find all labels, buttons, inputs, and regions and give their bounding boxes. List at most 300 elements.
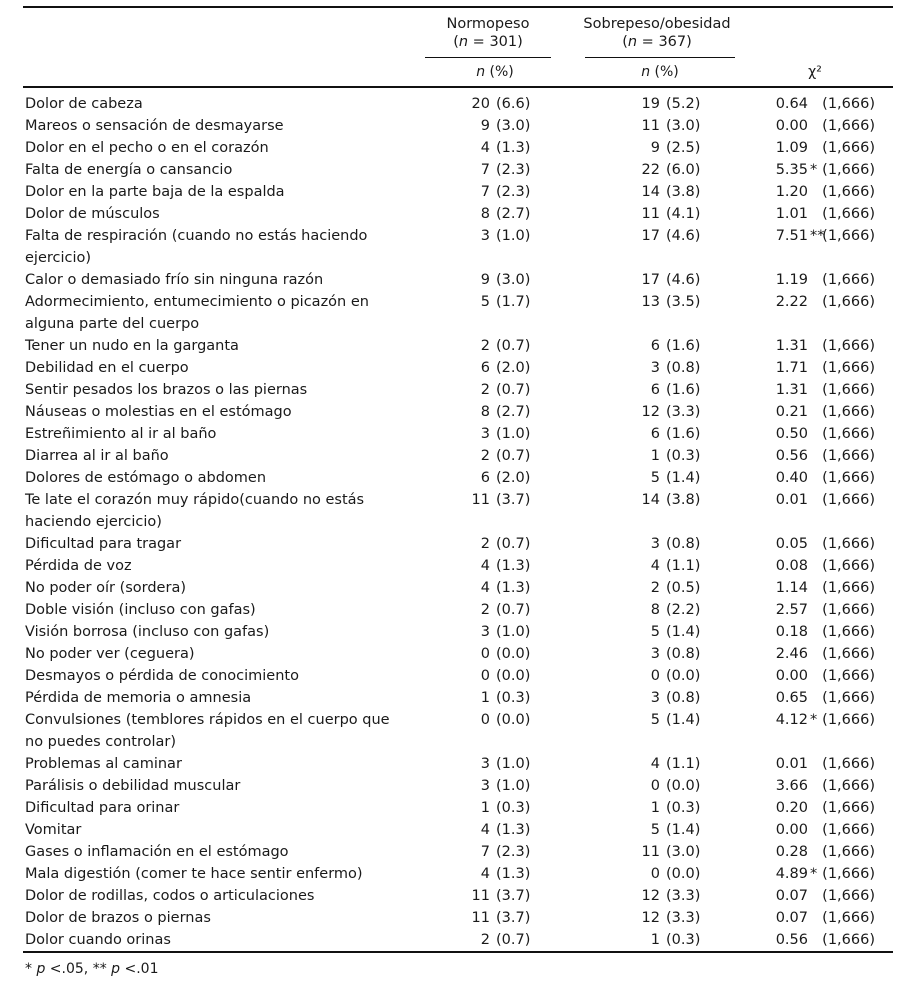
cell-pa: (1.3) <box>496 866 531 882</box>
cell-chi: 0.65 <box>775 690 808 706</box>
cell-na: 11 <box>471 910 490 926</box>
cell-chi: 0.18 <box>775 624 808 640</box>
cell-df: (1,666) <box>822 470 875 486</box>
cell-df: (1,666) <box>822 910 875 926</box>
footnote-star: * <box>25 961 37 977</box>
cell-na: 6 <box>480 360 490 376</box>
table-row <box>0 555 921 577</box>
symptom-label: Estreñimiento al ir al baño <box>25 426 217 442</box>
cell-pb: (1.6) <box>666 338 701 354</box>
cell-chi: 0.00 <box>775 822 808 838</box>
cell-chi: 5.35 <box>775 162 808 178</box>
cell-pa: (1.0) <box>496 228 531 244</box>
cell-na: 4 <box>480 140 490 156</box>
cell-nb: 14 <box>641 184 660 200</box>
cell-pb: (6.0) <box>666 162 701 178</box>
symptom-label: Diarrea al ir al baño <box>25 448 169 464</box>
cell-na: 3 <box>480 426 490 442</box>
table-row <box>0 533 921 555</box>
header-normopeso-name: Normopeso <box>446 16 530 32</box>
cell-star: ** <box>810 228 825 244</box>
cell-pb: (0.0) <box>666 668 701 684</box>
cell-pa: (6.6) <box>496 96 531 112</box>
symptom-label: Pérdida de voz <box>25 558 132 574</box>
cell-pb: (1.4) <box>666 624 701 640</box>
cell-chi: 4.12 <box>775 712 808 728</box>
cell-na: 8 <box>480 206 490 222</box>
cell-df: (1,666) <box>822 426 875 442</box>
cell-pb: (0.8) <box>666 536 701 552</box>
cell-nb: 3 <box>650 360 660 376</box>
cell-nb: 6 <box>650 426 660 442</box>
cell-nb: 5 <box>650 712 660 728</box>
cell-pb: (3.8) <box>666 492 701 508</box>
cell-pb: (5.2) <box>666 96 701 112</box>
cell-df: (1,666) <box>822 228 875 244</box>
cell-df: (1,666) <box>822 294 875 310</box>
table-row <box>0 225 921 269</box>
cell-chi: 1.20 <box>775 184 808 200</box>
cell-pa: (0.7) <box>496 932 531 948</box>
cell-nb: 1 <box>650 448 660 464</box>
cell-df: (1,666) <box>822 338 875 354</box>
cell-pb: (1.4) <box>666 822 701 838</box>
cell-chi: 7.51 <box>775 228 808 244</box>
cell-pa: (2.0) <box>496 470 531 486</box>
table-row <box>0 181 921 203</box>
header-rule <box>23 86 893 88</box>
symptom-label: Falta de energía o cansancio <box>25 162 233 178</box>
symptom-label: Problemas al caminar <box>25 756 182 772</box>
cell-df: (1,666) <box>822 866 875 882</box>
cell-na: 9 <box>480 118 490 134</box>
cell-nb: 4 <box>650 558 660 574</box>
cell-df: (1,666) <box>822 360 875 376</box>
cell-df: (1,666) <box>822 382 875 398</box>
pct-label: (%) <box>650 64 679 80</box>
symptom-label: Sentir pesados los brazos o las piernas <box>25 382 308 398</box>
paren: ( <box>453 34 459 50</box>
cell-pa: (0.7) <box>496 382 531 398</box>
symptom-label: Mala digestión (comer te hace sentir enfermo) <box>25 866 363 882</box>
cell-nb: 14 <box>641 492 660 508</box>
header-sobrepeso-n <box>572 33 742 51</box>
cell-pb: (1.6) <box>666 382 701 398</box>
table-row <box>0 335 921 357</box>
table-row <box>0 445 921 467</box>
symptom-label: No poder oír (sordera) <box>25 580 186 596</box>
cell-pa: (2.7) <box>496 206 531 222</box>
footnote-text: <.05, ** <box>45 961 112 977</box>
symptom-label: Dificultad para orinar <box>25 800 180 816</box>
cell-chi: 2.22 <box>775 294 808 310</box>
cell-chi: 1.19 <box>775 272 808 288</box>
footnote-p: p <box>36 961 46 977</box>
cell-df: (1,666) <box>822 96 875 112</box>
footnote-p: p <box>111 961 121 977</box>
cell-nb: 11 <box>641 844 660 860</box>
cell-chi: 1.31 <box>775 382 808 398</box>
cell-df: (1,666) <box>822 646 875 662</box>
cell-pa: (3.7) <box>496 492 531 508</box>
cell-nb: 5 <box>650 470 660 486</box>
table-row <box>0 379 921 401</box>
symptom-label: Te late el corazón muy rápido(cuando no estás haciendo ejercicio) <box>25 492 365 530</box>
symptom-label: Visión borrosa (incluso con gafas) <box>25 624 270 640</box>
cell-nb: 8 <box>650 602 660 618</box>
cell-na: 1 <box>480 800 490 816</box>
symptom-label: Doble visión (incluso con gafas) <box>25 602 256 618</box>
symptom-label: Dolor en el pecho o en el corazón <box>25 140 269 156</box>
cell-na: 3 <box>480 624 490 640</box>
footnote <box>25 961 158 977</box>
cell-chi: 0.05 <box>775 536 808 552</box>
symptom-label: Pérdida de memoria o amnesia <box>25 690 252 706</box>
cell-pa: (0.0) <box>496 712 531 728</box>
cell-pa: (0.3) <box>496 800 531 816</box>
cell-na: 2 <box>480 536 490 552</box>
cell-chi: 4.89 <box>775 866 808 882</box>
cell-pb: (0.0) <box>666 866 701 882</box>
cell-pb: (0.8) <box>666 360 701 376</box>
header-sobrepeso-underline <box>585 57 735 58</box>
cell-df: (1,666) <box>822 118 875 134</box>
cell-df: (1,666) <box>822 206 875 222</box>
table-row <box>0 203 921 225</box>
cell-chi: 0.01 <box>775 492 808 508</box>
cell-nb: 19 <box>641 96 660 112</box>
cell-pb: (3.3) <box>666 888 701 904</box>
cell-df: (1,666) <box>822 668 875 684</box>
cell-df: (1,666) <box>822 140 875 156</box>
cell-df: (1,666) <box>822 844 875 860</box>
cell-nb: 3 <box>650 646 660 662</box>
cell-pa: (1.3) <box>496 580 531 596</box>
cell-chi: 0.21 <box>775 404 808 420</box>
table-row <box>0 841 921 863</box>
cell-pb: (3.3) <box>666 404 701 420</box>
cell-chi: 2.46 <box>775 646 808 662</box>
symptom-label: Dolor de cabeza <box>25 96 143 112</box>
cell-df: (1,666) <box>822 272 875 288</box>
cell-nb: 13 <box>641 294 660 310</box>
cell-df: (1,666) <box>822 756 875 772</box>
cell-nb: 22 <box>641 162 660 178</box>
cell-df: (1,666) <box>822 536 875 552</box>
cell-na: 2 <box>480 448 490 464</box>
cell-pb: (0.8) <box>666 690 701 706</box>
cell-na: 7 <box>480 844 490 860</box>
cell-chi: 0.40 <box>775 470 808 486</box>
cell-na: 7 <box>480 162 490 178</box>
cell-na: 0 <box>480 712 490 728</box>
cell-nb: 0 <box>650 866 660 882</box>
cell-chi: 1.01 <box>775 206 808 222</box>
cell-pb: (0.3) <box>666 800 701 816</box>
cell-na: 3 <box>480 778 490 794</box>
cell-pb: (0.3) <box>666 932 701 948</box>
symptom-label: Gases o inflamación en el estómago <box>25 844 289 860</box>
cell-nb: 1 <box>650 932 660 948</box>
cell-pa: (1.0) <box>496 624 531 640</box>
table-row <box>0 159 921 181</box>
cell-chi: 0.08 <box>775 558 808 574</box>
table-row <box>0 93 921 115</box>
n-letter: n <box>627 34 638 50</box>
cell-df: (1,666) <box>822 888 875 904</box>
cell-na: 9 <box>480 272 490 288</box>
cell-chi: 0.07 <box>775 888 808 904</box>
table-row <box>0 269 921 291</box>
cell-chi: 0.28 <box>775 844 808 860</box>
cell-pa: (0.7) <box>496 536 531 552</box>
cell-df: (1,666) <box>822 602 875 618</box>
table-row <box>0 665 921 687</box>
cell-pa: (0.0) <box>496 668 531 684</box>
cell-nb: 12 <box>641 888 660 904</box>
cell-chi: 1.71 <box>775 360 808 376</box>
cell-df: (1,666) <box>822 580 875 596</box>
subheader-chi-square: χ² <box>808 64 822 80</box>
bottom-rule <box>23 951 893 953</box>
cell-df: (1,666) <box>822 492 875 508</box>
cell-nb: 6 <box>650 338 660 354</box>
table-body <box>0 93 921 951</box>
symptom-label: Mareos o sensación de desmayarse <box>25 118 284 134</box>
table-row <box>0 599 921 621</box>
cell-na: 0 <box>480 646 490 662</box>
cell-pb: (3.0) <box>666 844 701 860</box>
footnote-text: <.01 <box>120 961 159 977</box>
cell-pb: (1.6) <box>666 426 701 442</box>
cell-pa: (1.0) <box>496 778 531 794</box>
n-value: = 367) <box>637 34 692 50</box>
n-letter: n <box>458 34 469 50</box>
cell-na: 1 <box>480 690 490 706</box>
cell-chi: 0.64 <box>775 96 808 112</box>
cell-pb: (1.4) <box>666 470 701 486</box>
cell-nb: 0 <box>650 778 660 794</box>
table-row <box>0 687 921 709</box>
cell-chi: 0.01 <box>775 756 808 772</box>
table-row <box>0 643 921 665</box>
cell-pb: (2.2) <box>666 602 701 618</box>
cell-pb: (2.5) <box>666 140 701 156</box>
cell-chi: 1.14 <box>775 580 808 596</box>
n-letter: n <box>476 64 486 80</box>
cell-df: (1,666) <box>822 162 875 178</box>
top-rule <box>23 6 893 8</box>
table-row <box>0 863 921 885</box>
cell-nb: 0 <box>650 668 660 684</box>
symptom-label: Adormecimiento, entumecimiento o picazón en alguna parte del cuerpo <box>25 294 369 332</box>
cell-df: (1,666) <box>822 778 875 794</box>
cell-pb: (3.3) <box>666 910 701 926</box>
symptom-label: Dolor de brazos o piernas <box>25 910 211 926</box>
cell-pa: (2.3) <box>496 162 531 178</box>
cell-na: 2 <box>480 602 490 618</box>
table-row <box>0 709 921 753</box>
cell-df: (1,666) <box>822 932 875 948</box>
cell-pa: (0.7) <box>496 338 531 354</box>
cell-chi: 3.66 <box>775 778 808 794</box>
cell-nb: 2 <box>650 580 660 596</box>
cell-pb: (4.6) <box>666 272 701 288</box>
table-row <box>0 137 921 159</box>
cell-pb: (3.8) <box>666 184 701 200</box>
cell-pa: (0.7) <box>496 602 531 618</box>
cell-df: (1,666) <box>822 558 875 574</box>
cell-df: (1,666) <box>822 822 875 838</box>
header-normopeso-n <box>428 33 548 51</box>
cell-df: (1,666) <box>822 184 875 200</box>
cell-pa: (2.7) <box>496 404 531 420</box>
cell-na: 3 <box>480 756 490 772</box>
table-row <box>0 621 921 643</box>
subheader-normopeso <box>440 64 550 80</box>
cell-pa: (2.3) <box>496 844 531 860</box>
cell-pb: (3.5) <box>666 294 701 310</box>
cell-chi: 1.31 <box>775 338 808 354</box>
symptom-label: Dolor de rodillas, codos o articulaciones <box>25 888 315 904</box>
paren: ( <box>622 34 628 50</box>
symptom-label: Tener un nudo en la garganta <box>25 338 239 354</box>
header-normopeso <box>428 15 548 51</box>
cell-pb: (4.6) <box>666 228 701 244</box>
cell-pb: (0.8) <box>666 646 701 662</box>
cell-pa: (0.0) <box>496 646 531 662</box>
symptom-label: Debilidad en el cuerpo <box>25 360 189 376</box>
cell-pb: (0.5) <box>666 580 701 596</box>
table-row <box>0 357 921 379</box>
symptom-label: Dolor de músculos <box>25 206 160 222</box>
cell-nb: 5 <box>650 822 660 838</box>
cell-nb: 5 <box>650 624 660 640</box>
symptom-label: Dolor cuando orinas <box>25 932 171 948</box>
cell-nb: 6 <box>650 382 660 398</box>
cell-nb: 3 <box>650 536 660 552</box>
table-row <box>0 775 921 797</box>
symptom-label: No poder ver (ceguera) <box>25 646 195 662</box>
cell-df: (1,666) <box>822 448 875 464</box>
table-row <box>0 423 921 445</box>
cell-na: 20 <box>471 96 490 112</box>
cell-pa: (1.3) <box>496 822 531 838</box>
cell-star: * <box>810 712 818 728</box>
symptom-label: Calor o demasiado frío sin ninguna razón <box>25 272 324 288</box>
cell-nb: 4 <box>650 756 660 772</box>
cell-chi: 0.56 <box>775 448 808 464</box>
cell-nb: 17 <box>641 272 660 288</box>
cell-na: 7 <box>480 184 490 200</box>
cell-df: (1,666) <box>822 690 875 706</box>
cell-pa: (1.3) <box>496 558 531 574</box>
table-row <box>0 929 921 951</box>
symptom-label: Náuseas o molestias en el estómago <box>25 404 292 420</box>
symptom-label: Dolor en la parte baja de la espalda <box>25 184 285 200</box>
cell-na: 6 <box>480 470 490 486</box>
cell-na: 2 <box>480 382 490 398</box>
table-row <box>0 489 921 533</box>
cell-nb: 3 <box>650 690 660 706</box>
table-row <box>0 115 921 137</box>
cell-df: (1,666) <box>822 404 875 420</box>
header-normopeso-underline <box>425 57 551 58</box>
symptom-label: Parálisis o debilidad muscular <box>25 778 241 794</box>
table-row <box>0 753 921 775</box>
cell-nb: 11 <box>641 206 660 222</box>
cell-na: 4 <box>480 822 490 838</box>
cell-na: 4 <box>480 866 490 882</box>
cell-chi: 2.57 <box>775 602 808 618</box>
table-row <box>0 819 921 841</box>
cell-chi: 0.00 <box>775 668 808 684</box>
cell-na: 2 <box>480 932 490 948</box>
cell-chi: 1.09 <box>775 140 808 156</box>
cell-na: 2 <box>480 338 490 354</box>
cell-nb: 17 <box>641 228 660 244</box>
cell-na: 11 <box>471 888 490 904</box>
cell-nb: 12 <box>641 404 660 420</box>
cell-pa: (2.0) <box>496 360 531 376</box>
cell-na: 4 <box>480 580 490 596</box>
table-row <box>0 291 921 335</box>
table-row <box>0 797 921 819</box>
cell-df: (1,666) <box>822 800 875 816</box>
n-value: = 301) <box>468 34 523 50</box>
cell-pa: (3.7) <box>496 910 531 926</box>
table-row <box>0 907 921 929</box>
cell-pb: (4.1) <box>666 206 701 222</box>
cell-pb: (3.0) <box>666 118 701 134</box>
cell-df: (1,666) <box>822 624 875 640</box>
cell-chi: 0.20 <box>775 800 808 816</box>
cell-na: 3 <box>480 228 490 244</box>
cell-na: 0 <box>480 668 490 684</box>
cell-pb: (1.1) <box>666 756 701 772</box>
symptom-label: Convulsiones (temblores rápidos en el cuerpo que no puedes controlar) <box>25 712 390 750</box>
pct-label: (%) <box>485 64 514 80</box>
table-row <box>0 401 921 423</box>
cell-pb: (1.1) <box>666 558 701 574</box>
cell-pa: (0.3) <box>496 690 531 706</box>
cell-star: * <box>810 866 818 882</box>
symptom-label: Desmayos o pérdida de conocimiento <box>25 668 299 684</box>
cell-pa: (0.7) <box>496 448 531 464</box>
cell-chi: 0.00 <box>775 118 808 134</box>
symptom-label: Vomitar <box>25 822 82 838</box>
table-row <box>0 467 921 489</box>
cell-pb: (0.3) <box>666 448 701 464</box>
cell-nb: 9 <box>650 140 660 156</box>
header-sobrepeso <box>572 15 742 51</box>
table-row <box>0 577 921 599</box>
cell-chi: 0.50 <box>775 426 808 442</box>
n-letter: n <box>641 64 651 80</box>
header-sobrepeso-name: Sobrepeso/obesidad <box>583 16 731 32</box>
cell-df: (1,666) <box>822 712 875 728</box>
cell-chi: 0.07 <box>775 910 808 926</box>
cell-star: * <box>810 162 818 178</box>
cell-pa: (3.0) <box>496 118 531 134</box>
cell-pa: (3.7) <box>496 888 531 904</box>
subheader-sobrepeso <box>605 64 715 80</box>
cell-pa: (2.3) <box>496 184 531 200</box>
cell-nb: 11 <box>641 118 660 134</box>
symptom-label: Falta de respiración (cuando no estás haciendo ejercicio) <box>25 228 368 266</box>
cell-pa: (1.3) <box>496 140 531 156</box>
symptom-label: Dolores de estómago o abdomen <box>25 470 267 486</box>
